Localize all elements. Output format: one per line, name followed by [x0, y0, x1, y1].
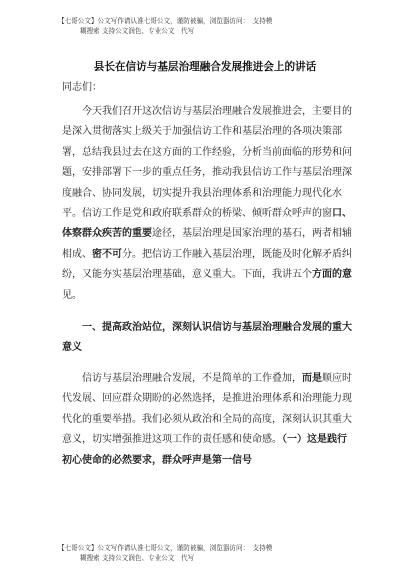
header-line-1: 【七哥公文】公文写作请认准七哥公文，谨防被骗，浏览器访问： 支持模 — [58, 17, 273, 25]
section1-text-1: 信访与基层治理融合发展，不是简单的工作叠加， — [82, 372, 302, 384]
page-footer-watermark — [58, 543, 368, 563]
paragraph-intro — [62, 102, 354, 306]
subsection-heading-1: （一）这是践行初心使命的必然要求，群众呼声是第一信号 — [62, 434, 347, 466]
footer-line-2: 糊搜索 支持公文润色、专业公文 代写 — [80, 554, 195, 562]
intro-bold-1: 口、体察群众疾苦的重要 — [62, 208, 352, 240]
section-heading-1: 一、提高政治站位，深刻认识信访与基层治理融合发展的重大意义 — [62, 322, 352, 354]
footer-line-1: 【七哥公文】公文写作请认准七哥公文，谨防被骗，浏览器访问： 支持模 — [58, 544, 273, 552]
intro-text-4: 见。 — [62, 289, 82, 301]
document-body — [62, 102, 354, 471]
page-header-watermark — [58, 16, 368, 36]
section1-text-2: 顺应时代发展、回应群众期盼的必然选择，是推进治理体系和治理能力现代化的重要举措。我们必须从政治和全局的高度，深刻认识其重大意义，切实增强推进这项工作的责任感和使命感。 — [62, 372, 352, 446]
intro-text-3: 分。把信访工作融入基层治理，既能及时化解矛盾纠纷，又能夯实基层治理基础，意义重大。下面，我讲五个 — [62, 248, 352, 281]
salutation: 同志们： — [62, 82, 102, 93]
section1-bold-1: 而是 — [302, 372, 322, 384]
header-line-2: 糊搜索 支持公文润色、专业公文 代写 — [80, 27, 195, 35]
paragraph-section-1 — [62, 369, 354, 471]
intro-bold-2: 密不可 — [92, 248, 122, 260]
document-title: 县长在信访与基层治理融合发展推进会上的讲话 — [93, 61, 317, 73]
intro-bold-3: 方面的意 — [312, 269, 352, 281]
intro-text-1: 今天我们召开这次信访与基层治理融合发展推进会，主要目的是深入贯彻落实上级关于加强信访工作和基层治理的各项决策部署，总结我县过去在这方面的工作经验，分析当前面临的形势和问题，安排部署下一步的重点任务，推动我县信访工作与基层治理深度融合、协同发展，切实提升我县治理体系和治理能力现代化水平。信访工作是党和政府联系群众的桥梁、倾听群众呼声的窗 — [62, 106, 352, 220]
intro-text-2: 途径，基层治理是国家治理的基石，两者相辅相成、 — [62, 228, 352, 260]
